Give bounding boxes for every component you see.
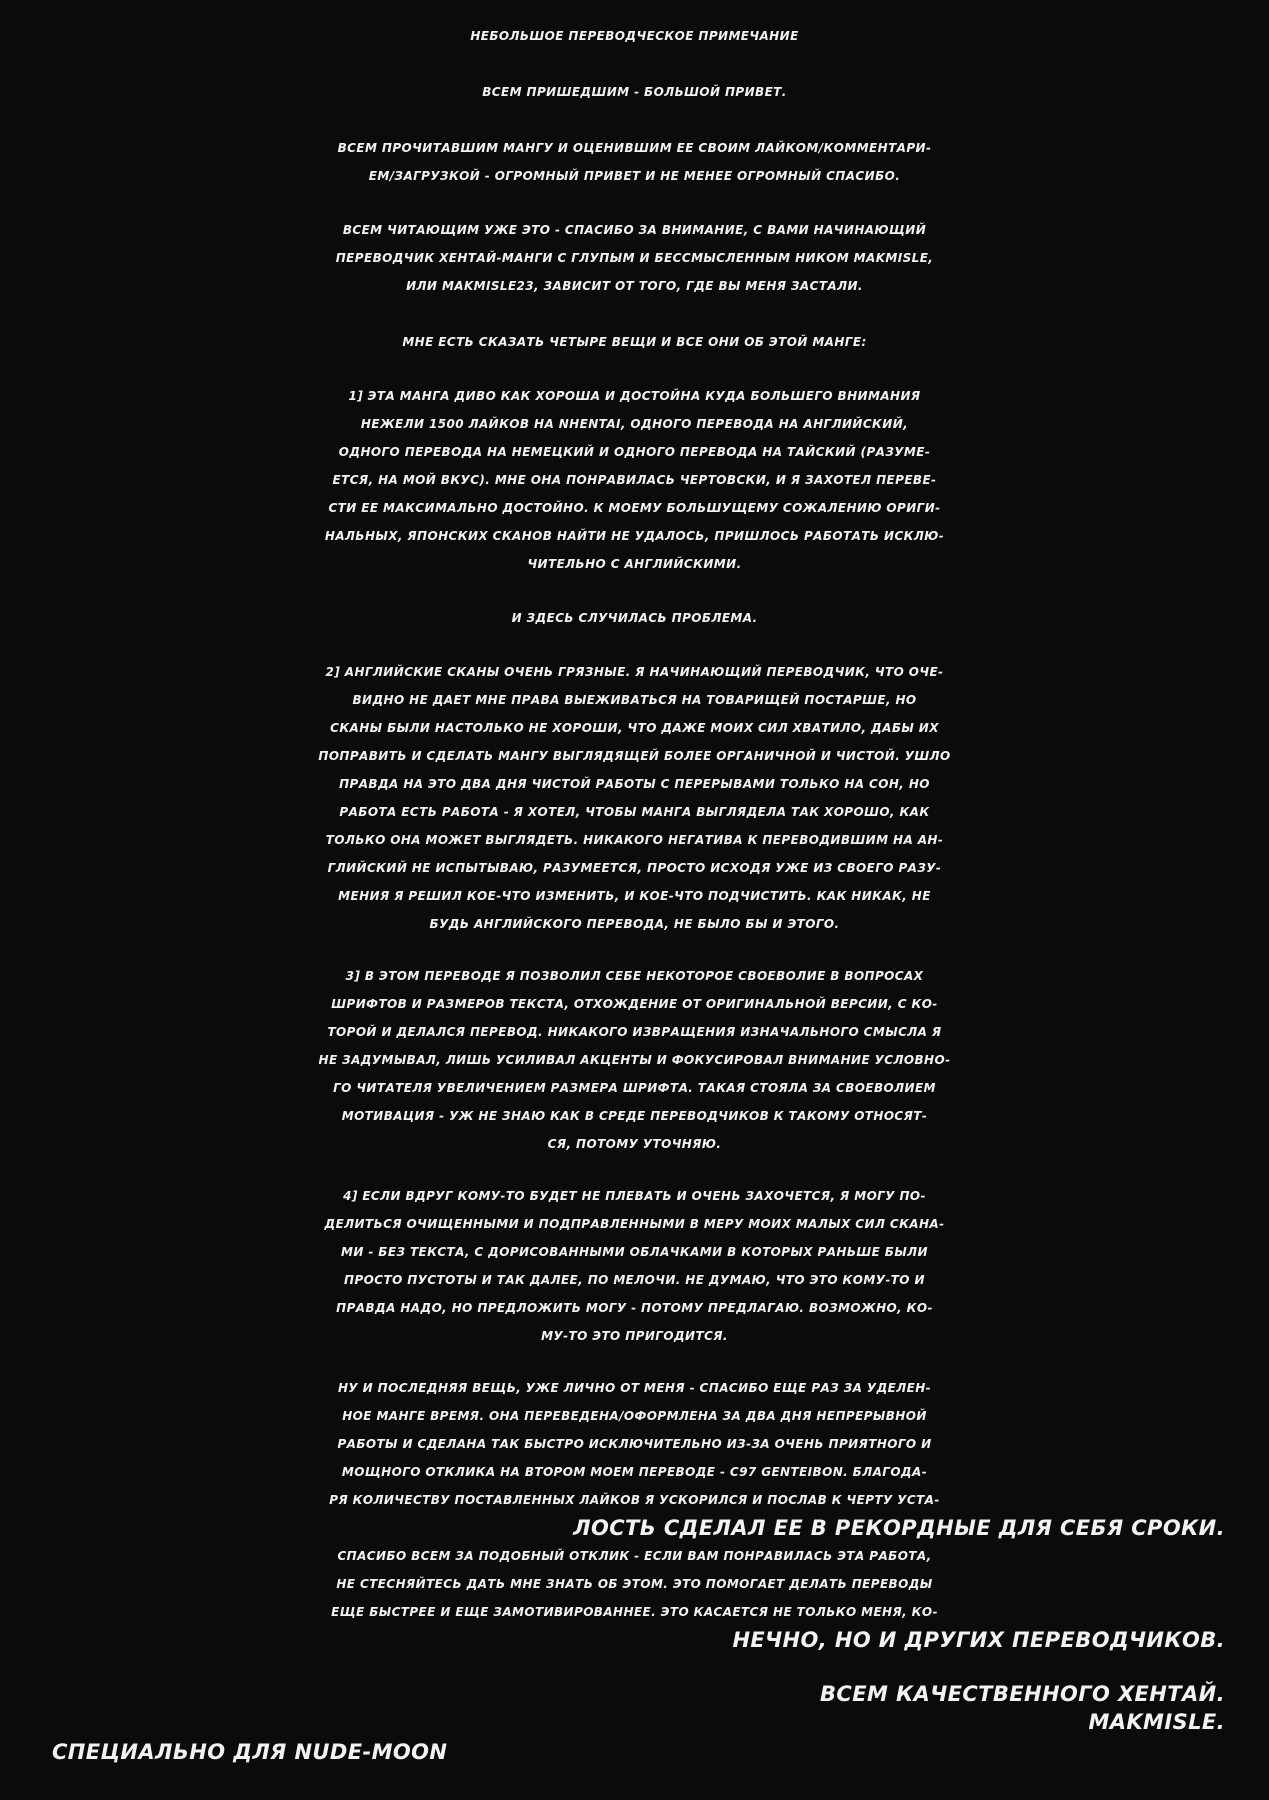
point1-line: ОДНОГО ПЕРЕВОДА НА НЕМЕЦКИЙ И ОДНОГО ПЕРЕВОДА НА ТАЙСКИЙ (РАЗУМЕ-: [338, 445, 931, 459]
point4-line: ПРАВДА НАДО, НО ПРЕДЛОЖИТЬ МОГУ - ПОТОМУ ПРЕДЛАГАЮ. ВОЗМОЖНО, КО-: [336, 1301, 933, 1315]
point3-line: НЕ ЗАДУМЫВАЛ, ЛИШЬ УСИЛИВАЛ АКЦЕНТЫ И ФОКУСИРОВАЛ ВНИМАНИЕ УСЛОВНО-: [318, 1053, 951, 1067]
intro-line: ПЕРЕВОДЧИК ХЕНТАЙ-МАНГИ С ГЛУПЫМ И БЕССМЫСЛЕННЫМ НИКОМ MAKMISLE,: [335, 251, 934, 265]
point3-line: ШРИФТОВ И РАЗМЕРОВ ТЕКСТА, ОТХОЖДЕНИЕ ОТ ОРИГИНАЛЬНОЙ ВЕРСИИ, С КО-: [331, 997, 938, 1011]
four-things-line: МНЕ ЕСТЬ СКАЗАТЬ ЧЕТЫРЕ ВЕЩИ И ВСЕ ОНИ ОБ ЭТОЙ МАНГЕ:: [402, 335, 867, 349]
point1-line: 1] ЭТА МАНГА ДИВО КАК ХОРОША И ДОСТОЙНА КУДА БОЛЬШЕГО ВНИМАНИЯ: [348, 389, 921, 403]
problem-line: И ЗДЕСЬ СЛУЧИЛАСЬ ПРОБЛЕМА.: [511, 611, 758, 625]
point4-line: ДЕЛИТЬСЯ ОЧИЩЕННЫМИ И ПОДПРАВЛЕННЫМИ В МЕРУ МОИХ МАЛЫХ СИЛ СКАНА-: [324, 1217, 945, 1231]
last-line: ЕЩЕ БЫСТРЕЕ И ЕЩЕ ЗАМОТИВИРОВАННЕЕ. ЭТО КАСАЕТСЯ НЕ ТОЛЬКО МЕНЯ, КО-: [331, 1605, 938, 1619]
last-line: НОЕ МАНГЕ ВРЕМЯ. ОНА ПЕРЕВЕДЕНА/ОФОРМЛЕНА ЗА ДВА ДНЯ НЕПРЕРЫВНОЙ: [342, 1409, 927, 1423]
intro-line: ВСЕМ ЧИТАЮЩИМ УЖЕ ЭТО - СПАСИБО ЗА ВНИМАНИЕ, С ВАМИ НАЧИНАЮЩИЙ: [342, 223, 927, 237]
point4-line: ПРОСТО ПУСТОТЫ И ТАК ДАЛЕЕ, ПО МЕЛОЧИ. НЕ ДУМАЮ, ЧТО ЭТО КОМУ-ТО И: [344, 1273, 925, 1287]
point3-line: ГО ЧИТАТЕЛЯ УВЕЛИЧЕНИЕМ РАЗМЕРА ШРИФТА. ТАКАЯ СТОЯЛА ЗА СВОЕВОЛИЕМ: [333, 1081, 936, 1095]
signoff-signature: MAKMISLE.: [1088, 1710, 1225, 1734]
point4-line: МУ-ТО ЭТО ПРИГОДИТСЯ.: [541, 1329, 728, 1343]
thanks-line: ЕМ/ЗАГРУЗКОЙ - ОГРОМНЫЙ ПРИВЕТ И НЕ МЕНЕЕ ОГРОМНЫЙ СПАСИБО.: [368, 169, 901, 183]
last-line: ЛОСТЬ СДЕЛАЛ ЕЕ В РЕКОРДНЫЕ ДЛЯ СЕБЯ СРОКИ.: [573, 1516, 1225, 1540]
last-line: РЯ КОЛИЧЕСТВУ ПОСТАВЛЕННЫХ ЛАЙКОВ Я УСКОРИЛСЯ И ПОСЛАВ К ЧЕРТУ УСТА-: [329, 1493, 940, 1507]
point2-line: 2] АНГЛИЙСКИЕ СКАНЫ ОЧЕНЬ ГРЯЗНЫЕ. Я НАЧИНАЮЩИЙ ПЕРЕВОДЧИК, ЧТО ОЧЕ-: [325, 665, 944, 679]
special-for-line: СПЕЦИАЛЬНО ДЛЯ NUDE-MOON: [52, 1740, 448, 1764]
point3-line: МОТИВАЦИЯ - УЖ НЕ ЗНАЮ КАК В СРЕДЕ ПЕРЕВОДЧИКОВ К ТАКОМУ ОТНОСЯТ-: [341, 1109, 928, 1123]
point3-line: СЯ, ПОТОМУ УТОЧНЯЮ.: [547, 1137, 722, 1151]
point1-line: ЕТСЯ, НА МОЙ ВКУС). МНЕ ОНА ПОНРАВИЛАСЬ ЧЕРТОВСКИ, И Я ЗАХОТЕЛ ПЕРЕВЕ-: [332, 473, 937, 487]
signoff-line: ВСЕМ КАЧЕСТВЕННОГО ХЕНТАЙ.: [820, 1682, 1225, 1706]
point2-line: ГЛИЙСКИЙ НЕ ИСПЫТЫВАЮ, РАЗУМЕЕТСЯ, ПРОСТО ИСХОДЯ УЖЕ ИЗ СВОЕГО РАЗУ-: [327, 861, 942, 875]
point4-line: 4] ЕСЛИ ВДРУГ КОМУ-ТО БУДЕТ НЕ ПЛЕВАТЬ И ОЧЕНЬ ЗАХОЧЕТСЯ, Я МОГУ ПО-: [343, 1189, 926, 1203]
last-line: НЕ СТЕСНЯЙТЕСЬ ДАТЬ МНЕ ЗНАТЬ ОБ ЭТОМ. ЭТО ПОМОГАЕТ ДЕЛАТЬ ПЕРЕВОДЫ: [336, 1577, 933, 1591]
note-title: НЕБОЛЬШОЕ ПЕРЕВОДЧЕСКОЕ ПРИМЕЧАНИЕ: [470, 29, 799, 43]
point2-line: БУДЬ АНГЛИЙСКОГО ПЕРЕВОДА, НЕ БЫЛО БЫ И ЭТОГО.: [429, 917, 840, 931]
point2-line: ПРАВДА НА ЭТО ДВА ДНЯ ЧИСТОЙ РАБОТЫ С ПЕРЕРЫВАМИ ТОЛЬКО НА СОН, НО: [339, 777, 930, 791]
point2-line: ТОЛЬКО ОНА МОЖЕТ ВЫГЛЯДЕТЬ. НИКАКОГО НЕГАТИВА К ПЕРЕВОДИВШИМ НА АН-: [325, 833, 944, 847]
point3-line: ТОРОЙ И ДЕЛАЛСЯ ПЕРЕВОД. НИКАКОГО ИЗВРАЩЕНИЯ ИЗНАЧАЛЬНОГО СМЫСЛА Я: [327, 1025, 942, 1039]
point2-line: РАБОТА ЕСТЬ РАБОТА - Я ХОТЕЛ, ЧТОБЫ МАНГА ВЫГЛЯДЕЛА ТАК ХОРОШО, КАК: [339, 805, 930, 819]
last-line: СПАСИБО ВСЕМ ЗА ПОДОБНЫЙ ОТКЛИК - ЕСЛИ ВАМ ПОНРАВИЛАСЬ ЭТА РАБОТА,: [337, 1549, 932, 1563]
point1-line: НАЛЬНЫХ, ЯПОНСКИХ СКАНОВ НАЙТИ НЕ УДАЛОСЬ, ПРИШЛОСЬ РАБОТАТЬ ИСКЛЮ-: [324, 529, 945, 543]
point2-line: ПОПРАВИТЬ И СДЕЛАТЬ МАНГУ ВЫГЛЯДЯЩЕЙ БОЛЕЕ ОРГАНИЧНОЙ И ЧИСТОЙ. УШЛО: [318, 749, 951, 763]
point1-line: СТИ ЕЕ МАКСИМАЛЬНО ДОСТОЙНО. К МОЕМУ БОЛЬШУЩЕМУ СОЖАЛЕНИЮ ОРИГИ-: [328, 501, 941, 515]
last-line: НЕЧНО, НО И ДРУГИХ ПЕРЕВОДЧИКОВ.: [732, 1628, 1225, 1652]
point2-line: ВИДНО НЕ ДАЕТ МНЕ ПРАВА ВЫЕЖИВАТЬСЯ НА ТОВАРИЩЕЙ ПОСТАРШЕ, НО: [352, 693, 917, 707]
last-line: НУ И ПОСЛЕДНЯЯ ВЕЩЬ, УЖЕ ЛИЧНО ОТ МЕНЯ - СПАСИБО ЕЩЕ РАЗ ЗА УДЕЛЕН-: [337, 1381, 932, 1395]
point1-line: НЕЖЕЛИ 1500 ЛАЙКОВ НА NHENTAI, ОДНОГО ПЕРЕВОДА НА АНГЛИЙСКИЙ,: [360, 417, 909, 431]
last-line: МОЩНОГО ОТКЛИКА НА ВТОРОМ МОЕМ ПЕРЕВОДЕ - C97 GENTEIBON. БЛАГОДА-: [341, 1465, 928, 1479]
point2-line: СКАНЫ БЫЛИ НАСТОЛЬКО НЕ ХОРОШИ, ЧТО ДАЖЕ МОИХ СИЛ ХВАТИЛО, ДАБЫ ИХ: [330, 721, 939, 735]
point4-line: МИ - БЕЗ ТЕКСТА, С ДОРИСОВАННЫМИ ОБЛАЧКАМИ В КОТОРЫХ РАНЬШЕ БЫЛИ: [340, 1245, 928, 1259]
intro-line: ИЛИ MAKMISLE23, ЗАВИСИТ ОТ ТОГО, ГДЕ ВЫ МЕНЯ ЗАСТАЛИ.: [406, 279, 863, 293]
point2-line: МЕНИЯ Я РЕШИЛ КОЕ-ЧТО ИЗМЕНИТЬ, И КОЕ-ЧТО ПОДЧИСТИТЬ. КАК НИКАК, НЕ: [338, 889, 931, 903]
point3-line: 3] В ЭТОМ ПЕРЕВОДЕ Я ПОЗВОЛИЛ СЕБЕ НЕКОТОРОЕ СВОЕВОЛИЕ В ВОПРОСАХ: [345, 969, 924, 983]
last-line: РАБОТЫ И СДЕЛАНА ТАК БЫСТРО ИСКЛЮЧИТЕЛЬНО ИЗ-ЗА ОЧЕНЬ ПРИЯТНОГО И: [337, 1437, 932, 1451]
thanks-line: ВСЕМ ПРОЧИТАВШИМ МАНГУ И ОЦЕНИВШИМ ЕЕ СВОИМ ЛАЙКОМ/КОММЕНТАРИ-: [337, 141, 932, 155]
greeting-line: ВСЕМ ПРИШЕДШИМ - БОЛЬШОЙ ПРИВЕТ.: [482, 85, 787, 99]
point1-line: ЧИТЕЛЬНО С АНГЛИЙСКИМИ.: [527, 557, 742, 571]
